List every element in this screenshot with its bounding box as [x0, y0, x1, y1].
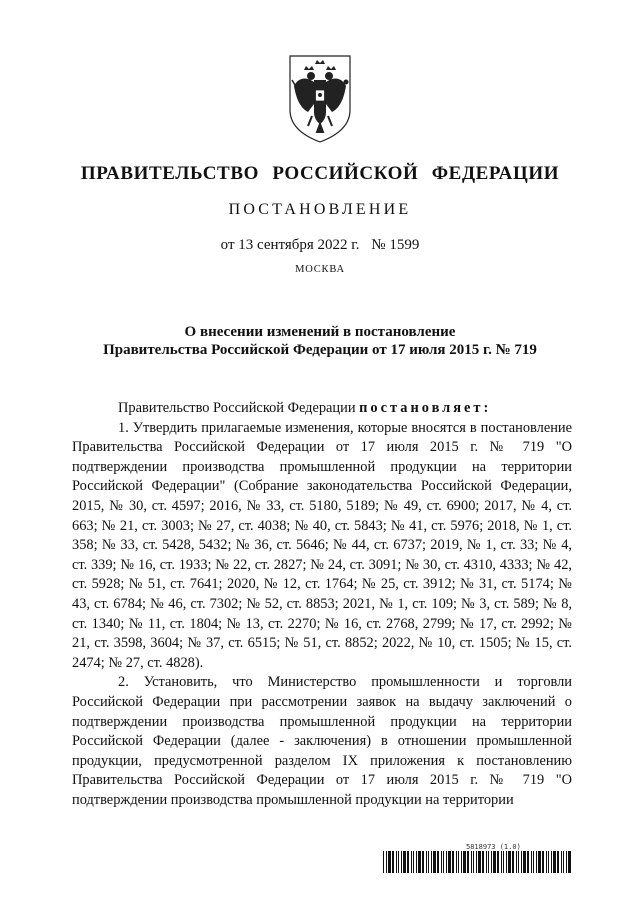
preamble-text: Правительство Российской Федерации — [118, 400, 360, 416]
barcode-label: 5818973 (1.0) — [466, 843, 521, 851]
barcode-icon — [383, 851, 573, 873]
document-type: ПОСТАНОВЛЕНИЕ — [228, 201, 412, 218]
preamble-decrees: постановляет: — [359, 400, 492, 416]
city: МОСКВА — [295, 264, 345, 275]
subject-line-2: Правительства Российской Федерации от 17 июля 2015 г. № 719 — [103, 342, 537, 358]
document-date: от 13 сентября 2022 г. — [220, 237, 360, 253]
subject-line-1: О внесении изменений в постановление — [184, 324, 456, 340]
clause-1: 1. Утвердить прилагаемые изменения, которые вносятся в постановление Правительства Российской Федерации от 17 июля 2015 г. № 719 "О подтверждении производства промышленной продукции на территории Российской Федерации" (Собрание законодательства Российской Федерации, 2015, № 30, ст. 4597; 2016, № 33, ст. 5180, 5189; № 49, ст. 6900; 2017, № 4, ст. 663; № 21, ст. 3003; № 27, ст. 4038; № 40, ст. 5843; № 41, ст. 5976; 2018, № 1, ст. 358; № 33, ст. 5428, 5432; № 36, ст. 5646; № 44, ст. 6737; 2019, № 1, ст. 33; № 4, ст. 339; № 16, ст. 1933; № 22, ст. 2827; № 24, ст. 3091; № 30, ст. 4310, 4333; № 42, ст. 5928; № 51, ст. 7641; 2020, № 12, ст. 1764; № 25, ст. 3912; № 31, ст. 5174; № 43, ст. 6784; № 46, ст. 7302; № 52, ст. 8853; 2021, № 1, ст. 109; № 3, ст. 589; № 8, ст. 1340; № 11, ст. 1804; № 13, ст. 2270; № 16, ст. 2768, 2799; № 17, ст. 2992; № 21, ст. 3598, 3604; № 37, ст. 6515; № 51, ст. 8852; 2022, № 10, ст. 1505; № 15, ст. 2474; № 27, ст. 4828). — [72, 419, 572, 671]
government-title: ПРАВИТЕЛЬСТВО РОССИЙСКОЙ ФЕДЕРАЦИИ — [80, 163, 560, 184]
document-subject — [60, 323, 580, 359]
clause-2: 2. Установить, что Министерство промышленности и торговли Российской Федерации при рассмотрении заявок на выдачу заключений о подтверждении производства промышленной продукции на территории Российской Федерации (далее - заключения) в отношении промышленной продукции, предусмотренной разделом IX приложения к постановлению Правительства Российской Федерации от 17 июля 2015 г. № 719 "О подтверждении производства промышленной продукции на территории — [72, 674, 572, 808]
preamble — [72, 399, 572, 419]
state-emblem-icon — [284, 52, 356, 144]
date-number-line — [0, 237, 640, 254]
document-number: № 1599 — [371, 237, 420, 253]
document-body — [72, 399, 572, 810]
